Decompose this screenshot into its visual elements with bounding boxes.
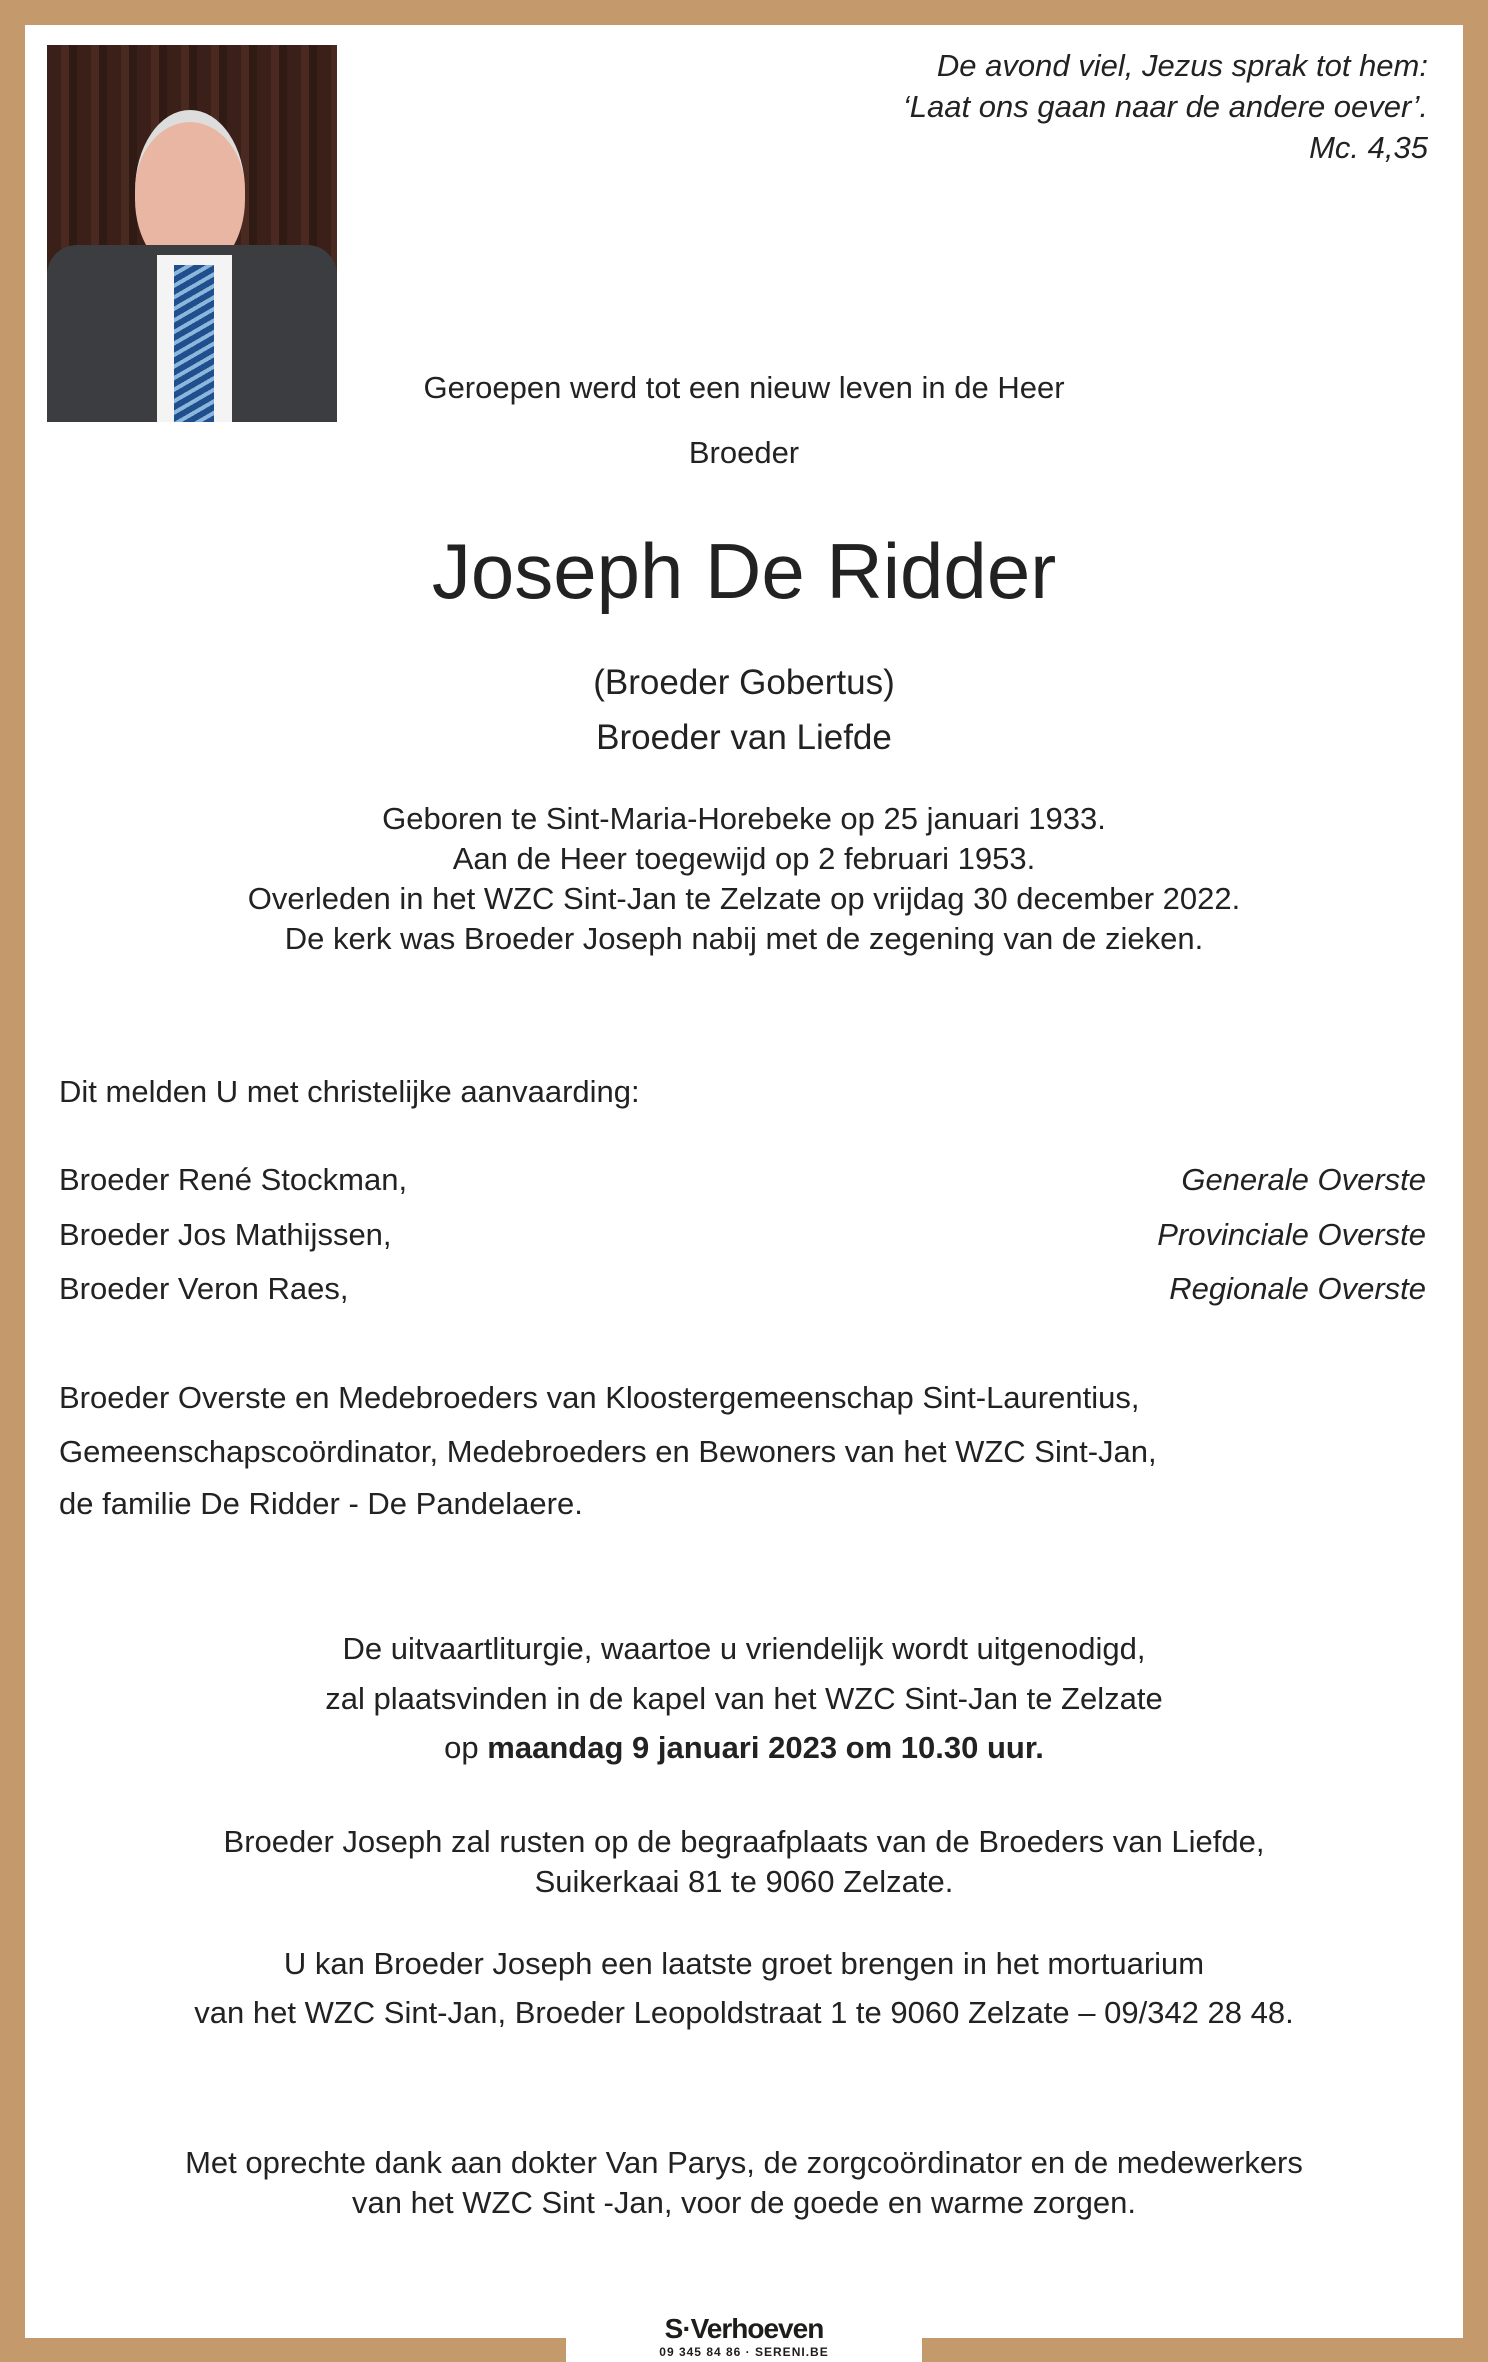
intro-text: Geroepen werd tot een nieuw leven in de Heer [423, 370, 1065, 405]
signatory-role: Provinciale Overste [1157, 1217, 1426, 1252]
bio-line: Overleden in het WZC Sint-Jan te Zelzate op vrijdag 30 december 2022. [247, 881, 1241, 916]
family-line: de familie De Ridder - De Pandelaere. [59, 1486, 583, 1521]
funeral-date-prefix: op [444, 1730, 488, 1765]
title-prefix: Broeder [688, 435, 800, 470]
announce-text: Dit melden U met christelijke aanvaarding: [59, 1074, 640, 1109]
signatory-name: Broeder Veron Raes, [59, 1271, 349, 1306]
signatory-role: Generale Overste [1181, 1162, 1426, 1197]
funeral-date-line [0, 1732, 1488, 1763]
portrait-photo [47, 45, 337, 422]
quote-line: ‘Laat ons gaan naar de andere oever’. [902, 89, 1428, 124]
signatory-role: Regionale Overste [1169, 1271, 1426, 1306]
burial-line: Suikerkaai 81 te 9060 Zelzate. [534, 1864, 954, 1899]
bio-line: Aan de Heer toegewijd op 2 februari 1953. [452, 841, 1036, 876]
quote-reference: Mc. 4,35 [1309, 130, 1428, 165]
thanks-line: Met oprechte dank aan dokter Van Parys, de zorgcoördinator en de medewerkers [185, 2145, 1303, 2180]
thanks-line: van het WZC Sint -Jan, voor de goede en warme zorgen. [351, 2185, 1136, 2220]
funeral-home-logo [566, 2315, 922, 2359]
signatory-name: Broeder René Stockman, [59, 1162, 408, 1197]
congregation: Broeder van Liefde [596, 718, 892, 757]
logo-contact: 09 345 84 86 · SERENI.BE [659, 2345, 829, 2359]
family-line: Gemeenschapscoördinator, Medebroeders en Bewoners van het WZC Sint-Jan, [59, 1434, 1157, 1469]
burial-line: Broeder Joseph zal rusten op de begraafplaats van de Broeders van Liefde, [223, 1824, 1265, 1859]
family-line: Broeder Overste en Medebroeders van Kloostergemeenschap Sint-Laurentius, [59, 1380, 1140, 1415]
bio-line: De kerk was Broeder Joseph nabij met de zegening van de zieken. [284, 921, 1204, 956]
deceased-name: Joseph De Ridder [431, 527, 1057, 615]
logo-brand: S·Verhoeven [664, 2313, 824, 2344]
mortuary-line: van het WZC Sint-Jan, Broeder Leopoldstraat 1 te 9060 Zelzate – 09/342 28 48. [194, 1995, 1294, 2030]
signatory-name: Broeder Jos Mathijssen, [59, 1217, 392, 1252]
bio-line: Geboren te Sint-Maria-Horebeke op 25 januari 1933. [382, 801, 1106, 836]
funeral-line: zal plaatsvinden in de kapel van het WZC Sint-Jan te Zelzate [325, 1681, 1163, 1716]
religious-name: (Broeder Gobertus) [593, 663, 895, 702]
funeral-date: maandag 9 januari 2023 om 10.30 uur. [487, 1730, 1044, 1765]
mortuary-line: U kan Broeder Joseph een laatste groet brengen in het mortuarium [283, 1946, 1205, 1981]
quote-line: De avond viel, Jezus sprak tot hem: [936, 48, 1428, 83]
funeral-line: De uitvaartliturgie, waartoe u vriendelijk wordt uitgenodigd, [342, 1631, 1146, 1666]
